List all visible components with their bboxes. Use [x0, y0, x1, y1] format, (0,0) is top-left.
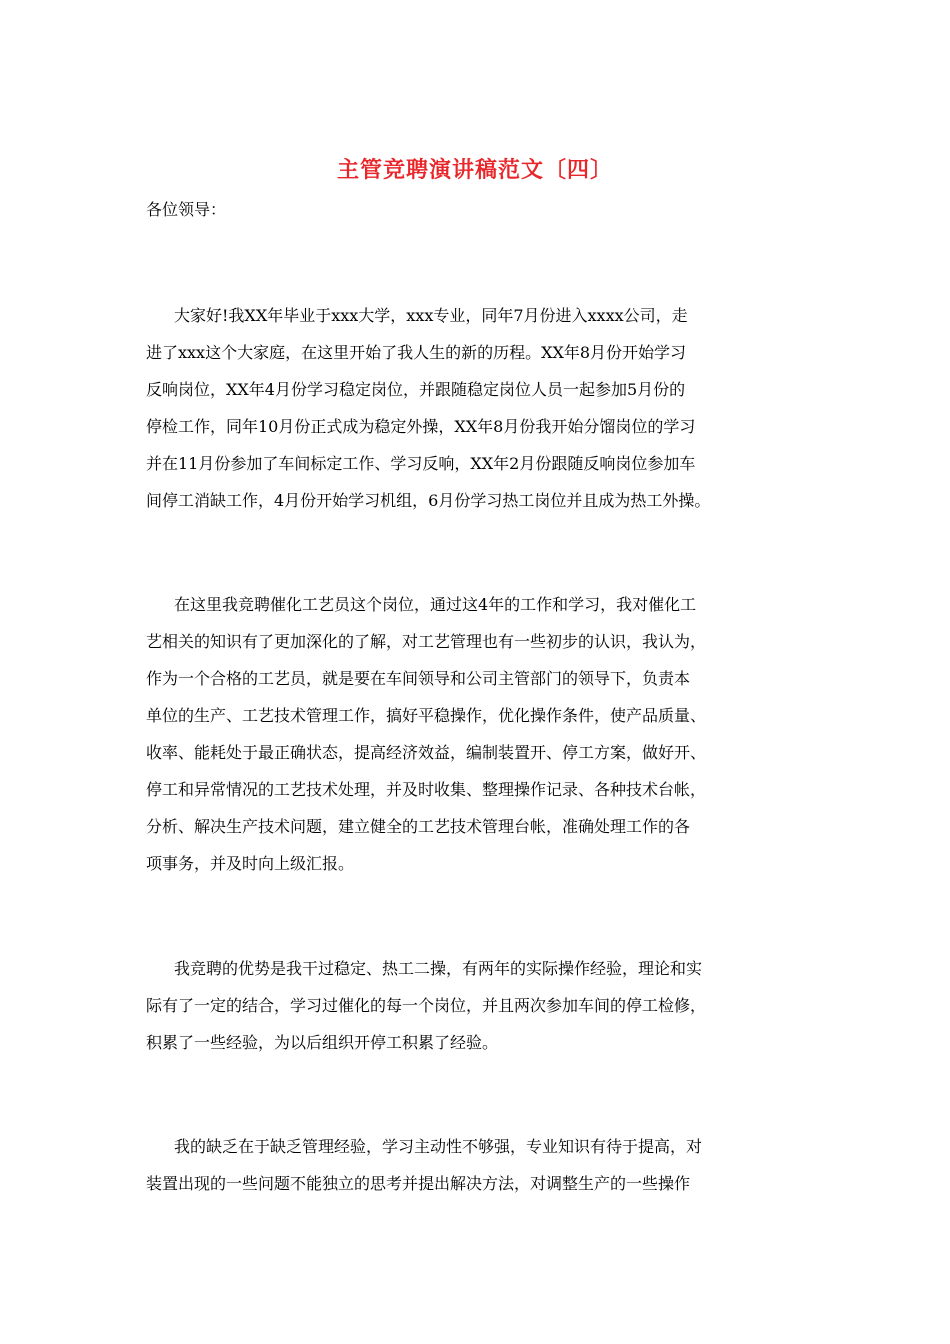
paragraph-line: 分析、解决生产技术问题，建立健全的工艺技术管理台帐，准确处理工作的各: [146, 817, 691, 836]
paragraph-line: 间停工消缺工作，4月份开始学习机组，6月份学习热工岗位并且成为热工外操。: [146, 491, 711, 510]
paragraph-2: [146, 586, 806, 882]
paragraph-line: 并在11月份参加了车间标定工作、学习反响，XX年2月份跟随反响岗位参加车: [146, 454, 696, 473]
paragraph-line: 停检工作，同年10月份正式成为稳定外操，XX年8月份我开始分馏岗位的学习: [146, 417, 696, 436]
paragraph-line: 积累了一些经验，为以后组织开停工积累了经验。: [146, 1033, 499, 1052]
paragraph-line: 反响岗位，XX年4月份学习稳定岗位，并跟随稳定岗位人员一起参加5月份的: [146, 380, 686, 399]
paragraph-line: 作为一个合格的工艺员，就是要在车间领导和公司主管部门的领导下，负责本: [146, 669, 691, 688]
paragraph-line: 大家好!我XX年毕业于xxx大学，xxx专业，同年7月份进入xxxx公司，走: [174, 306, 688, 325]
paragraph-1: [146, 297, 806, 519]
paragraph-line: 际有了一定的结合，学习过催化的每一个岗位，并且两次参加车间的停工检修，: [146, 996, 707, 1015]
paragraph-line: 项事务，并及时向上级汇报。: [146, 854, 355, 873]
paragraph-line: 停工和异常情况的工艺技术处理，并及时收集、整理操作记录、各种技术台帐，: [146, 780, 707, 799]
paragraph-line: 艺相关的知识有了更加深化的了解，对工艺管理也有一些初步的认识，我认为，: [146, 632, 707, 651]
paragraph-line: 在这里我竞聘催化工艺员这个岗位，通过这4年的工作和学习，我对催化工: [174, 595, 697, 614]
paragraph-4: [146, 1128, 806, 1202]
paragraph-line: 单位的生产、工艺技术管理工作，搞好平稳操作，优化操作条件，使产品质量、: [146, 706, 707, 725]
paragraph-line: 我竞聘的优势是我干过稳定、热工二操，有两年的实际操作经验，理论和实: [174, 959, 703, 978]
paragraph-line: 收率、能耗处于最正确状态，提高经济效益，编制装置开、停工方案，做好开、: [146, 743, 707, 762]
salutation: 各位领导：: [146, 200, 227, 219]
paragraph-line: 我的缺乏在于缺乏管理经验，学习主动性不够强，专业知识有待于提高，对: [174, 1137, 703, 1156]
document-title: 主管竞聘演讲稿范文〔四〕: [336, 157, 613, 183]
paragraph-line: 装置出现的一些问题不能独立的思考并提出解决方法，对调整生产的一些操作: [146, 1174, 691, 1193]
paragraph-3: [146, 950, 806, 1061]
paragraph-line: 进了xxx这个大家庭，在这里开始了我人生的新的历程。XX年8月份开始学习: [146, 343, 687, 362]
